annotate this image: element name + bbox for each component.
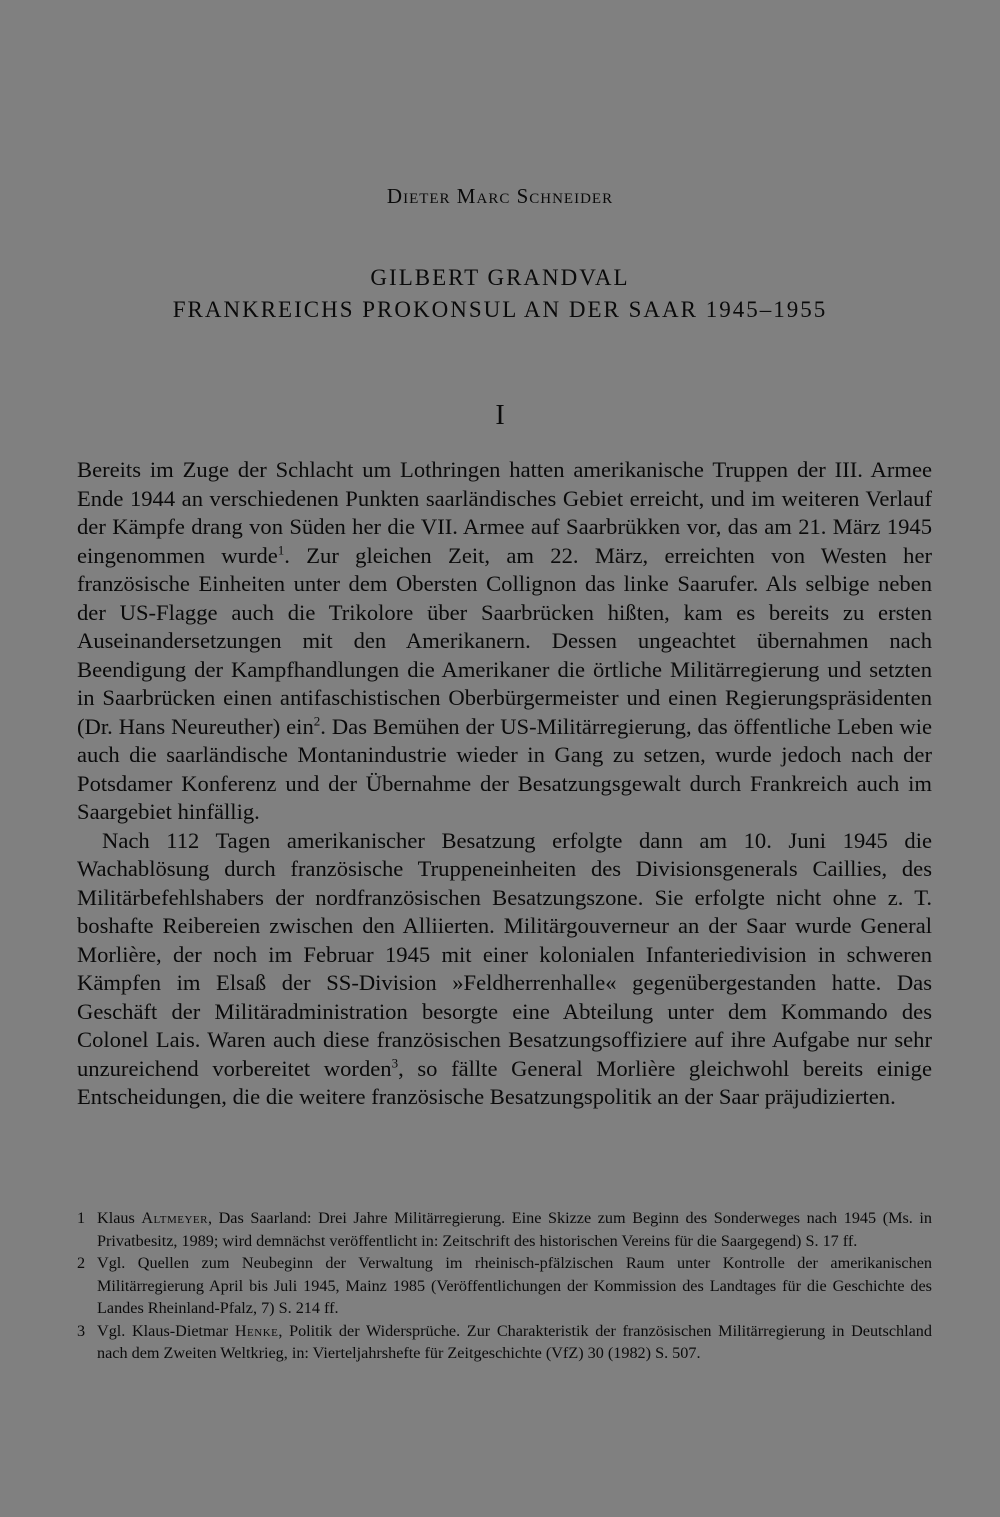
footnote-text-post: , Das Saarland: Drei Jahre Militärregierung. Eine Skizze zum Beginn des Sonderweges nach 1945 (Ms. in Privatbesitz, 1989; wird demnächst veröffentlicht in: Zeitschrift des historischen Vereins für die Saargegend) S. 17 ff. bbox=[97, 1209, 932, 1250]
footnote-number: 2 bbox=[77, 1254, 86, 1272]
footnote-text-pre: Vgl. Klaus-Dietmar bbox=[97, 1321, 235, 1340]
paragraph-2 bbox=[77, 827, 932, 1112]
footnotes bbox=[77, 1207, 932, 1365]
footnote-author-name: Henke bbox=[234, 1321, 279, 1340]
paragraph-1-part-a: Bereits im Zuge der Schlacht um Lothringen hatten amerikanische Truppen der III. Armee Ende 1944 an verschiedenen Punkten saarländisches Gebiet erreicht, und im weiteren Verlauf der Kämpfe drang von Süden her die VII. Armee auf Saarbrükken vor, das am 21. März 1945 eingenommen wurde bbox=[77, 457, 932, 568]
title-line-2: FRANKREICHS PROKONSUL AN DER SAAR 1945–1955 bbox=[172, 297, 828, 322]
footnote-2 bbox=[77, 1252, 932, 1320]
footnote-text-pre: Klaus bbox=[97, 1209, 142, 1227]
author-name: Dieter Marc Schneider bbox=[386, 184, 614, 208]
footnote-number: 1 bbox=[77, 1209, 86, 1227]
footnote-text bbox=[97, 1207, 932, 1252]
footnote-ref-3: 3 bbox=[391, 1054, 399, 1070]
footnote-author-name: Altmeyer bbox=[141, 1209, 208, 1227]
paragraph-2-part-b: , so fällte General Morlière gleichwohl bereits einige Entscheidungen, die die weitere französische Besatzungspolitik an der Saar präjudizierten. bbox=[77, 1055, 932, 1109]
footnote-3 bbox=[77, 1320, 932, 1365]
article-title bbox=[0, 262, 1000, 326]
footnote-ref-1: 1 bbox=[277, 541, 285, 557]
paragraph-1-part-c: . Das Bemühen der US-Militärregierung, das öffentliche Leben wie auch die saarländische Montanindustrie wieder in Gang zu setzen, wurde jedoch nach der Potsdamer Konferenz und der Übernahme der Besatzungsgewalt durch Frankreich auch im Saargebiet hinfällig. bbox=[77, 713, 932, 824]
section-number: I bbox=[495, 400, 505, 431]
paragraph-1 bbox=[77, 456, 932, 827]
footnote-text-post: , Politik der Widersprüche. Zur Charakteristik der französischen Militärregierung in Deutschland nach dem Zweiten Weltkrieg, in: Vierteljahrshefte für Zeitgeschichte (VfZ) 30 (1982) S. 507. bbox=[97, 1321, 932, 1362]
footnote-1 bbox=[77, 1207, 932, 1252]
title-line-1: GILBERT GRANDVAL bbox=[370, 265, 630, 290]
paragraph-2-part-a: Nach 112 Tagen amerikanischer Besatzung erfolgte dann am 10. Juni 1945 die Wachablösung durch französische Truppeneinheiten des Divisionsgenerals Caillies, des Militärbefehlshabers der nordfranzösischen Besatzungszone. Sie erfolgte nicht ohne z. T. boshafte Reibereien zwischen den Alliierten. Militärgouverneur an der Saar wurde General Morlière, der noch im Februar 1945 mit einer kolonialen Infanteriedivision in schweren Kämpfen im Elsaß der SS-Division »Feldherrenhalle« gegenübergestanden hatte. Das Geschäft der Militäradministration besorgte eine Abteilung unter dem Kommando des Colonel Lais. Waren auch diese französischen Besatzungsoffiziere auf ihre Aufgabe nur sehr unzureichend vorbereitet worden bbox=[77, 827, 932, 1081]
footnote-ref-2: 2 bbox=[313, 712, 321, 728]
footnote-text: Vgl. Quellen zum Neubeginn der Verwaltung im rheinisch-pfälzischen Raum unter Kontrolle der amerikanischen Militärregierung April bis Juli 1945, Mainz 1985 (Veröffentlichungen der Kommission des Landtages für die Geschichte des Landes Rheinland-Pfalz, 7) S. 214 ff. bbox=[97, 1254, 932, 1317]
footnote-text bbox=[97, 1320, 932, 1365]
footnote-number: 3 bbox=[77, 1321, 86, 1340]
paragraph-1-part-b: . Zur gleichen Zeit, am 22. März, erreichten von Westen her französische Einheiten unter dem Obersten Collignon das linke Saarufer. Als selbige neben der US-Flagge auch die Trikolore über Saarbrücken hißten, kam es bereits zu ersten Auseinandersetzungen mit den Amerikanern. Dessen ungeachtet übernahmen nach Beendigung der Kampfhandlungen die Amerikaner die örtliche Militärregierung und setzten in Saarbrücken einen antifaschistischen Oberbürgermeister und einen Regierungspräsidenten (Dr. Hans Neureuther) ein bbox=[77, 542, 933, 739]
body-text bbox=[77, 456, 932, 1112]
